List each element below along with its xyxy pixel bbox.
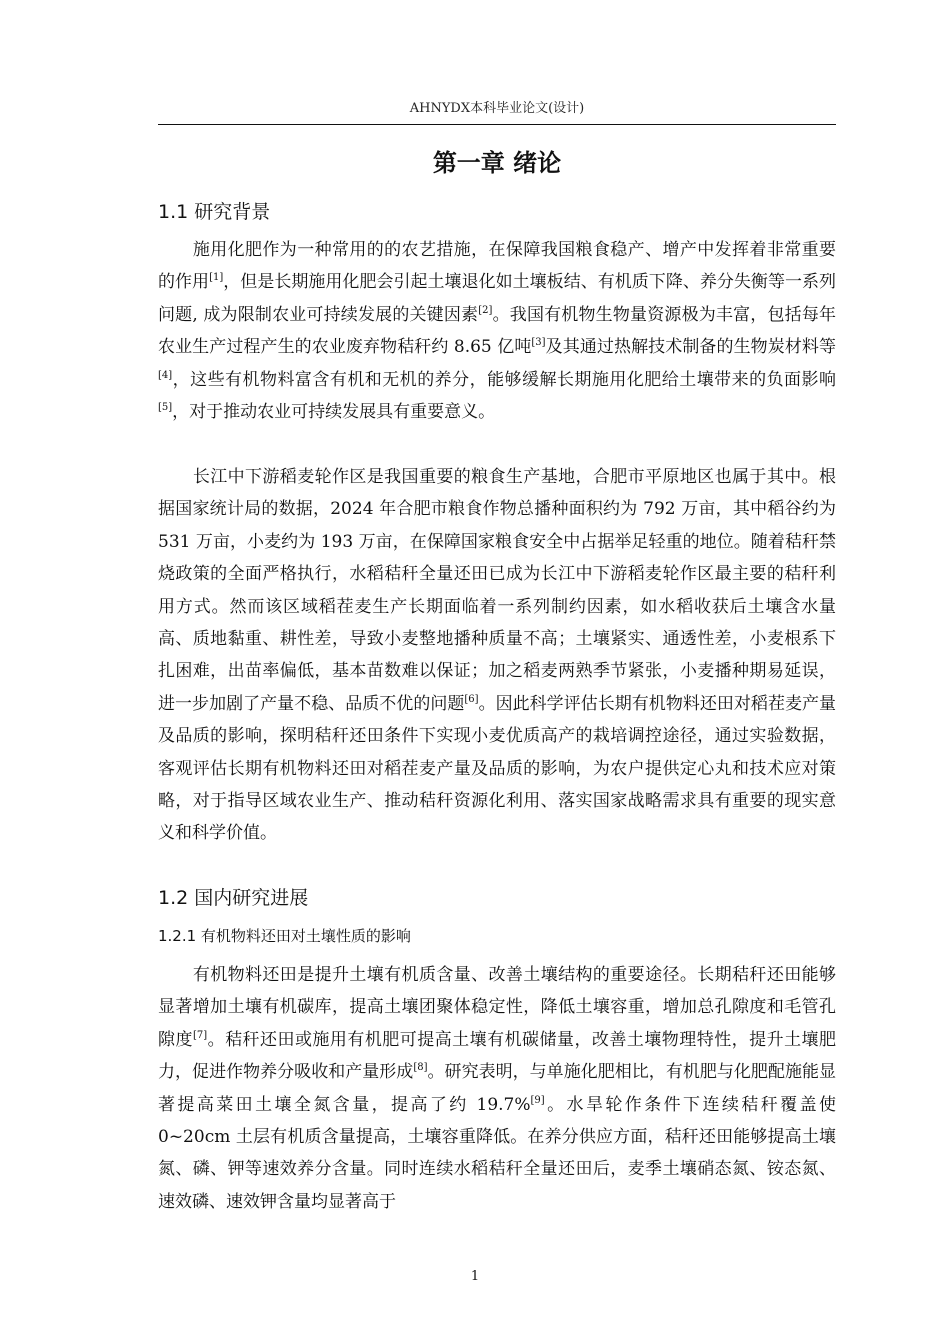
paragraph-soil-properties (158, 959, 836, 1218)
text-run: 有机物料还田是提升土壤有机质含量、改善土壤结构的重要途径。长期秸秆还田能够显著增加土壤有机碳库，提高土壤团聚体稳定性，降低土壤容重，增加总孔隙度和毛管孔隙度 (158, 965, 836, 1050)
citation-marker: [9] (530, 1094, 545, 1106)
text-run: ，对于推动农业可持续发展具有重要意义。 (172, 402, 496, 423)
running-header: AHNYDX本科毕业论文(设计) (409, 101, 585, 116)
text-run: 。水旱轮作条件下连续秸秆覆盖使 0~20cm 土层有机质含量提高，土壤容重降低。在养分供应方面，秸秆还田能够提高土壤氮、磷、钾等速效养分含量。同时连续水稻秸秆全量还田后，麦季土壤硝态氮、铵态氮、速效磷、速效钾含量均显著高于 (158, 1094, 836, 1212)
citation-marker: [3] (531, 337, 546, 349)
citation-marker: [6] (464, 693, 479, 705)
text-run: 。因此科学评估长期有机物料还田对稻茬麦产量及品质的影响，探明秸秆还田条件下实现小麦优质高产的栽培调控途径，通过实验数据，客观评估长期有机物料还田对稻茬麦产量及品质的影响，为农户提供定心丸和技术应对策略，对于指导区域农业生产、推动秸秆资源化利用、落实国家战略需求具有重要的现实意义和科学价值。 (158, 693, 837, 844)
paragraph-background-2 (158, 461, 836, 850)
citation-marker: [2] (478, 304, 493, 316)
citation-marker: [4] (158, 369, 173, 381)
text-run: 施用化肥作为一种常用的的农艺措施，在保障我国粮食稳产、增产中发挥着非常重要的作用 (158, 240, 836, 293)
chapter-title: 第一章 绪论 (432, 149, 562, 177)
text-run: ，这些有机物料富含有机和无机的养分，能够缓解长期施用化肥给土壤带来的负面影响 (172, 369, 836, 390)
citation-marker: [5] (158, 402, 173, 414)
text-run: 。研究表明，与单施化肥相比，有机肥与化肥配施能显著提高菜田土壤全氮含量，提高了约 19.7% (158, 1062, 837, 1115)
citation-marker: [7] (192, 1029, 208, 1041)
section-heading-1-1: 1.1 研究背景 (158, 201, 271, 223)
text-run: 及其通过热解技术制备的生物炭材料等 (545, 337, 836, 358)
section-heading-1-2: 1.2 国内研究进展 (158, 887, 309, 909)
text-run: 。我国有机物生物量资源极为丰富，包括每年农业生产过程产生的农业废弃物秸秆约 8.65 亿吨 (158, 304, 837, 358)
paragraph-background-1 (158, 234, 836, 428)
text-run: ，但是长期施用化肥会引起土壤退化如土壤板结、有机质下降、养分失衡等一系列问题, 成为限制农业可持续发展的关键因素 (158, 272, 837, 325)
text-run: 。秸秆还田或施用有机肥可提高土壤有机碳储量，改善土壤物理特性，提升土壤肥力，促进作物养分吸收和产量形成 (158, 1029, 837, 1083)
subsection-heading-1-2-1: 1.2.1 有机物料还田对土壤性质的影响 (158, 927, 411, 945)
citation-marker: [1] (209, 272, 224, 284)
page-number: 1 (470, 1269, 480, 1284)
text-run: 长江中下游稻麦轮作区是我国重要的粮食生产基地，合肥市平原地区也属于其中。根据国家统计局的数据，2024 年合肥市粮食作物总播种面积约为 792 万亩，其中稻谷约为 531 万亩，小麦约为 193 万亩，在保障国家粮食安全中占据举足轻重的地位。随着秸秆禁烧政策的全面严格执行，水稻秸秆全量还田已成为长江中下游稻麦轮作区最主要的秸秆利用方式。然而该区域稻茬麦生产长期面临着一系列制约因素，如水稻收获后土壤含水量高、质地黏重、耕性差，导致小麦整地播种质量不高；土壤紧实、通透性差，小麦根系下扎困难，出苗率偏低，基本苗数难以保证；加之稻麦两熟季节紧张，小麦播种期易延误，进一步加剧了产量不稳、品质不优的问题 (158, 467, 836, 714)
header-rule (158, 124, 836, 125)
citation-marker: [8] (413, 1062, 428, 1074)
